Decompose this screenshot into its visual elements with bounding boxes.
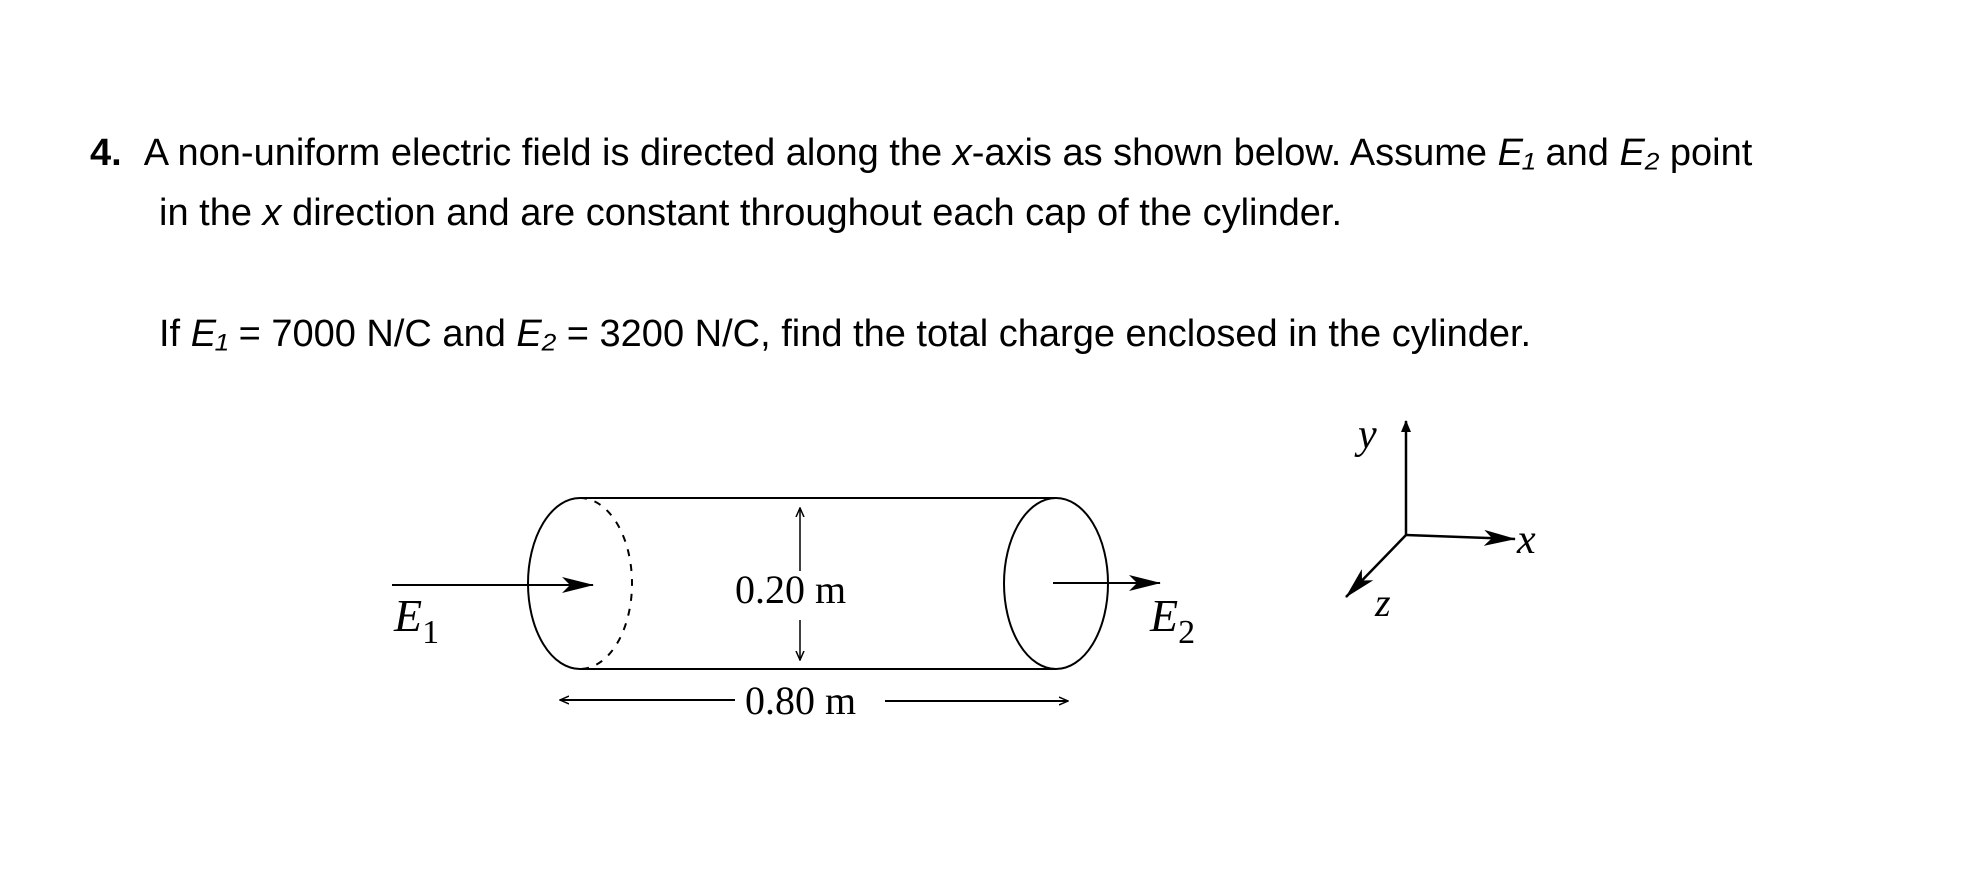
e2-label: $E_2$ bbox=[1150, 590, 1196, 651]
text-fragment: direction and are constant throughout each cap of the cylinder. bbox=[281, 192, 1343, 234]
e1-symbol: E₁ bbox=[1497, 132, 1535, 174]
y-axis-label: y bbox=[1358, 412, 1377, 458]
text-fragment: If bbox=[159, 313, 191, 355]
x-axis-arrow bbox=[1406, 535, 1515, 539]
x-axis-label: x bbox=[1517, 517, 1536, 563]
e1-label: $E_1$ bbox=[394, 590, 440, 651]
text-fragment: in the bbox=[159, 192, 263, 234]
e2-symbol: E₂ bbox=[1619, 132, 1660, 174]
left-cap-back-dashed bbox=[580, 498, 632, 669]
length-label: 0.80 m bbox=[745, 678, 857, 723]
text-fragment: and bbox=[1534, 132, 1620, 174]
text-fragment: point bbox=[1659, 132, 1753, 174]
z-axis-label: z bbox=[1375, 580, 1391, 625]
text-fragment: = 7000 N/C and bbox=[228, 313, 517, 355]
e2-symbol: E₂ bbox=[516, 313, 557, 355]
text-fragment: -axis as shown below. Assume bbox=[971, 132, 1498, 174]
diameter-label: 0.20 m bbox=[735, 567, 847, 612]
x-variable: x bbox=[952, 132, 972, 174]
left-cap-front bbox=[528, 498, 580, 669]
coordinate-axes bbox=[1346, 412, 1536, 625]
x-variable: x bbox=[262, 192, 282, 234]
problem-number: 4. bbox=[90, 132, 122, 174]
text-fragment: A non-uniform electric field is directed along the bbox=[143, 132, 953, 174]
e1-symbol: E₁ bbox=[190, 313, 229, 355]
text-fragment: = 3200 N/C, find the total charge enclosed in the cylinder. bbox=[556, 313, 1532, 355]
